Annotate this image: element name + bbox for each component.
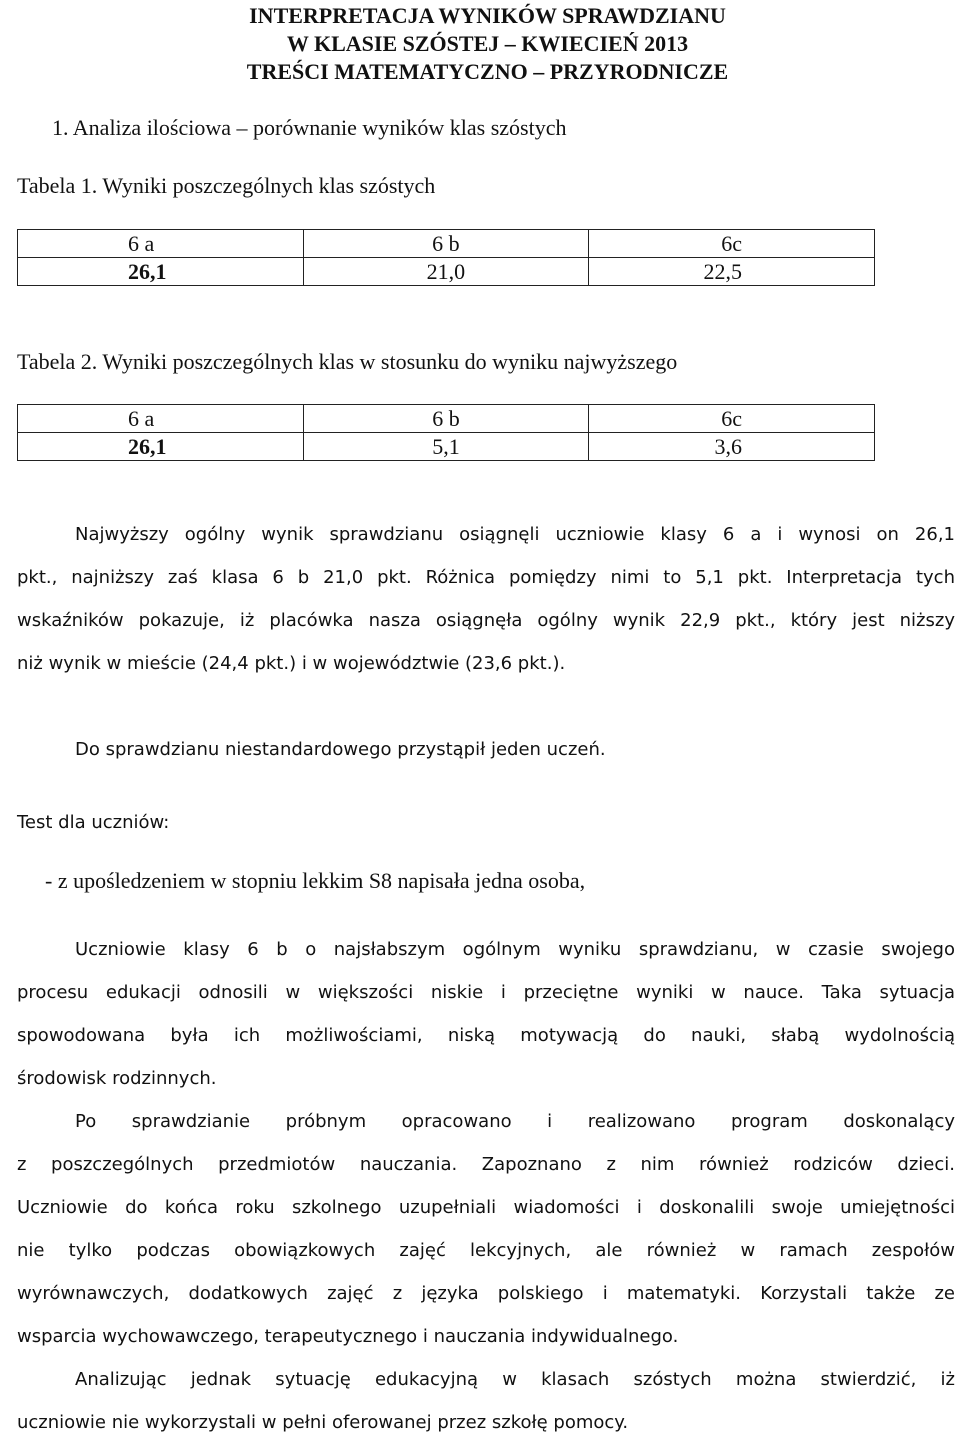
- section-heading: 1. Analiza ilościowa – porównanie wyników klas szóstych: [52, 115, 567, 140]
- document-title: [0, 2, 960, 86]
- table2-value-cell: 5,1: [303, 433, 588, 461]
- table1-header-cell: 6c: [588, 230, 874, 258]
- paragraph3-line: nie tylko podczas obowiązkowych zajęć lekcyjnych, ale również w ramach zespołów: [17, 1240, 955, 1261]
- paragraph4-line: Analizując jednak sytuację edukacyjną w klasach szóstych można stwierdzić, iż: [75, 1369, 955, 1390]
- paragraph2-line: Uczniowie klasy 6 b o najsłabszym ogólnym wyniku sprawdzianu, w czasie swojego: [75, 939, 955, 960]
- table1-value-cell: 26,1: [18, 258, 304, 286]
- paragraph3-line: wyrównawczych, dodatkowych zajęć z języka polskiego i matematyki. Korzystali także ze: [17, 1283, 955, 1304]
- table1-value-row: [18, 258, 875, 286]
- paragraph1-line: pkt., najniższy zaś klasa 6 b 21,0 pkt. Różnica pomiędzy nimi to 5,1 pkt. Interpretacja tych: [17, 567, 955, 588]
- paragraph2-line: procesu edukacji odnosili w większości niskie i przeciętne wyniki w nauce. Taka sytuacja: [17, 982, 955, 1003]
- paragraph3-line: Uczniowie do końca roku szkolnego uzupełniali wiadomości i doskonalili swoje umiejętności: [17, 1197, 955, 1218]
- table2-header-cell: 6c: [588, 405, 874, 433]
- paragraph4-line: uczniowie nie wykorzystali w pełni oferowanej przez szkołę pomocy.: [17, 1412, 629, 1433]
- table2-header-cell: 6 a: [18, 405, 304, 433]
- table1-caption: Tabela 1. Wyniki poszczególnych klas szóstych: [17, 173, 436, 198]
- test-item: - z upośledzeniem w stopniu lekkim S8 napisała jedna osoba,: [45, 868, 586, 893]
- paragraph3-line: Po sprawdzianie próbnym opracowano i realizowano program doskonalący: [75, 1111, 955, 1132]
- table2-value-row: [18, 433, 875, 461]
- table1: [17, 229, 875, 286]
- nonstandard-note: Do sprawdzianu niestandardowego przystąpił jeden uczeń.: [75, 739, 606, 760]
- paragraph2-line: spowodowana była ich możliwościami, niską motywacją do nauki, słabą wydolnością: [17, 1025, 955, 1046]
- title-line-1: INTERPRETACJA WYNIKÓW SPRAWDZIANU: [249, 3, 726, 28]
- test-heading: Test dla uczniów:: [17, 812, 170, 833]
- paragraph3-line: wsparcia wychowawczego, terapeutycznego i nauczania indywidualnego.: [17, 1326, 679, 1347]
- table2-header-row: [18, 405, 875, 433]
- paragraph1-line: niż wynik w mieście (24,4 pkt.) i w województwie (23,6 pkt.).: [17, 653, 566, 674]
- title-line-3: TREŚCI MATEMATYCZNO – PRZYRODNICZE: [246, 59, 729, 84]
- table2-value-cell: 26,1: [18, 433, 304, 461]
- table1-header-cell: 6 a: [18, 230, 304, 258]
- title-line-2: W KLASIE SZÓSTEJ – KWIECIEŃ 2013: [286, 31, 689, 56]
- table1-header-cell: 6 b: [303, 230, 588, 258]
- paragraph3-line: z poszczególnych przedmiotów nauczania. Zapoznano z nim również rodziców dzieci.: [17, 1154, 955, 1175]
- paragraph1-line: Najwyższy ogólny wynik sprawdzianu osiągnęli uczniowie klasy 6 a i wynosi on 26,1: [75, 524, 955, 545]
- table1-value-cell: 21,0: [303, 258, 588, 286]
- table2-caption: Tabela 2. Wyniki poszczególnych klas w stosunku do wyniku najwyższego: [17, 349, 678, 374]
- paragraph1-line: wskaźników pokazuje, iż placówka nasza osiągnęła ogólny wynik 22,9 pkt., który jest niższy: [17, 610, 955, 631]
- table2-value-cell: 3,6: [588, 433, 874, 461]
- table2: [17, 404, 875, 461]
- table1-header-row: [18, 230, 875, 258]
- table1-value-cell: 22,5: [588, 258, 874, 286]
- table2-header-cell: 6 b: [303, 405, 588, 433]
- paragraph2-line: środowisk rodzinnych.: [17, 1068, 217, 1089]
